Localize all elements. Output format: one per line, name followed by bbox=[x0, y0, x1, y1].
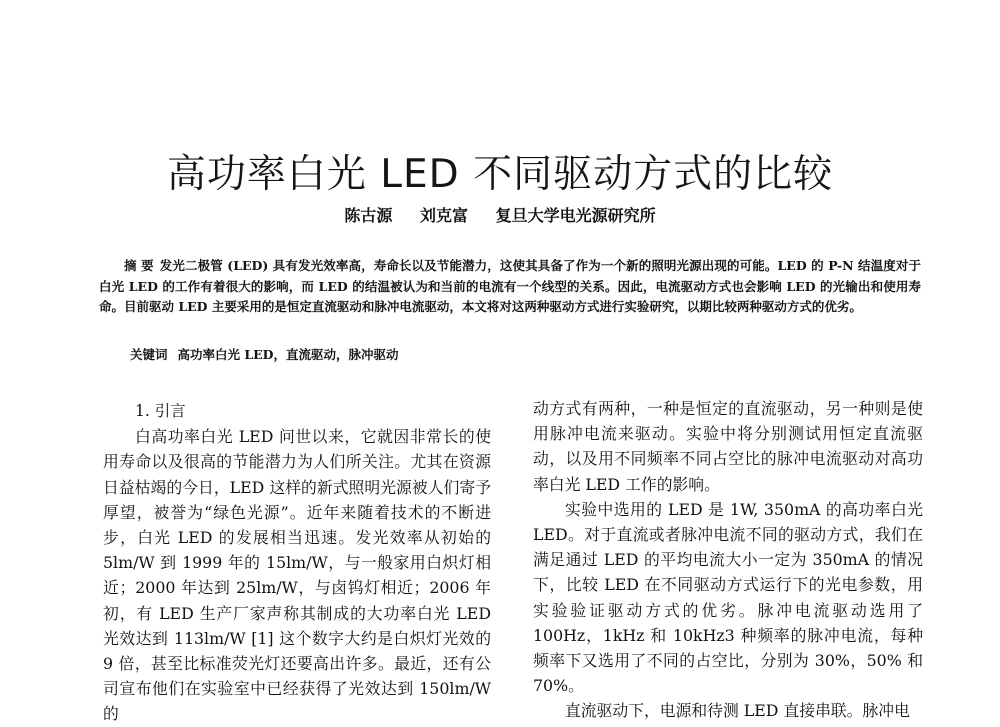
keywords bbox=[130, 345, 399, 363]
author-line bbox=[0, 203, 1000, 226]
abstract-text: 发光二极管 (LED) 具有发光效率高，寿命长以及节能潜力，这使其具备了作为一个新的照明光源出现的可能。LED 的 P-N 结温度对于白光 LED 的工作有着很大的影响，而 LED 的结温被认为和当前的电流有一个线型的关系。因此，电流驱动方式也会影响 LED 的光输出和使用寿命。目前驱动 LED 主要采用的是恒定直流驱动和脉冲电流驱动，本文将对这两种驱动方式进行实验研究，以期比较两种驱动方式的优劣。 bbox=[99, 258, 922, 315]
body-paragraph: 动方式有两种，一种是恒定的直流驱动，另一种则是使用脉冲电流来驱动。实验中将分别测试用恒定直流驱动，以及用不同频率不同占空比的脉冲电流驱动对高功率白光 LED 工作的影响。 bbox=[533, 399, 923, 494]
author-affiliation: 复旦大学电光源研究所 bbox=[495, 206, 656, 225]
keywords-label: 关键词 bbox=[130, 347, 168, 362]
left-column bbox=[103, 399, 491, 727]
body-paragraph: 白高功率白光 LED 问世以来，它就因非常长的使用寿命以及很高的节能潜力为人们所关注。尤其在资源日益枯竭的今日，LED 这样的新式照明光源被人们寄予厚望，被誉为“绿色光源”。近年来随着技术的不断进步，白光 LED 的发展相当迅速。发光效率从初始的 5lm/W 到 1999 年的 15lm/W，与一般家用白炽灯相近；2000 年达到 25lm/W，与卤钨灯相近；2006 年初，有 LED 生产厂家声称其制成的大功率白光 LED 光效达到 113lm/W [1] 这个数字大约是白炽灯光效的 9 倍，甚至比标准荧光灯还要高出许多。最近，还有公司宣布他们在实验室中已经获得了光效达到 150lm/W 的 bbox=[103, 427, 491, 724]
right-column bbox=[533, 396, 923, 724]
keywords-text: 高功率白光 LED，直流驱动，脉冲驱动 bbox=[177, 347, 399, 362]
body-paragraph: 直流驱动下，电源和待测 LED 直接串联。脉冲电 bbox=[565, 701, 910, 721]
section-heading: 1. 引言 bbox=[135, 402, 186, 420]
paper-title: 高功率白光 LED 不同驱动方式的比较 bbox=[166, 152, 834, 197]
body-paragraph: 实验中选用的 LED 是 1W, 350mA 的高功率白光 LED。对于直流或者脉冲电流不同的驱动方式，我们在满足通过 LED 的平均电流大小一定为 350mA 的情况下，比较 LED 在不同驱动方式运行下的光电参数，用实验验证驱动方式的优劣。脉冲电流驱动选用了 100Hz，1kHz 和 10kHz3 种频率的脉冲电流，每种频率下又选用了不同的占空比，分别为 30%，50% 和 70%。 bbox=[533, 499, 923, 696]
author-name: 陈古源 bbox=[344, 206, 393, 225]
abstract bbox=[99, 256, 921, 318]
author-name: 刘克富 bbox=[419, 206, 468, 225]
abstract-label: 摘 要 bbox=[124, 258, 154, 273]
